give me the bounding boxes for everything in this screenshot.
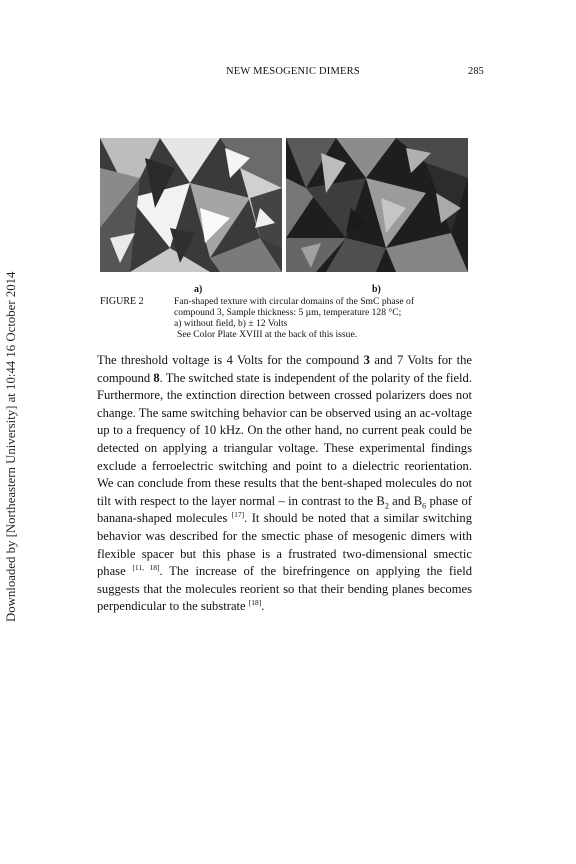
- subscript: 2: [384, 501, 389, 511]
- body-paragraph: [97, 352, 472, 616]
- compound-ref: 8: [153, 370, 160, 385]
- body-text-segment: .: [261, 599, 265, 614]
- caption-line: compound 3, Sample thickness: 5 µm, temperature 128 °C;: [174, 307, 402, 318]
- figure-caption: [174, 296, 474, 340]
- panel-b-label: b): [372, 284, 381, 295]
- body-text-segment: The threshold voltage is 4 Volts for the compound: [97, 353, 364, 367]
- body-text-segment: . The increase of the birefringence on applying the field suggests that the molecules reorient so that their bending planes becomes perpendicular to the substrate: [97, 564, 473, 614]
- compound-ref: 3: [363, 353, 370, 367]
- citation: [17]: [231, 510, 245, 520]
- citation: [11, 18]: [132, 562, 160, 572]
- body-text-segment: and B: [388, 493, 423, 508]
- micrograph-panel-a: [100, 138, 282, 272]
- body-text-segment: . The switched state is independent of the polarity of the field. Furthermore, the extinction direction between crossed polarizers does not change. The same switching behavior can be observed using an ac-voltage up to a frequency of 10 kHz. On the other hand, no current peak could be detected on applying a triangular voltage. These experimental findings exclude a ferroelectric switching and point to a dielectric reorientation. We can conclude from these results that the bent-shaped molecules do not tilt with respect to the layer normal – in contrast to the B: [97, 370, 472, 508]
- body-text-segment: phase of banana-shaped molecules: [97, 493, 472, 526]
- fan-texture-image-b: [286, 138, 468, 272]
- caption-line: Fan-shaped texture with circular domains of the SmC phase of: [174, 296, 415, 307]
- micrograph-panel-b: [286, 138, 468, 272]
- caption-line: See Color Plate XVIII at the back of this issue.: [177, 329, 358, 340]
- figure-label: FIGURE 2: [100, 296, 144, 307]
- subscript: 6: [422, 501, 427, 511]
- fan-texture-image-a: [100, 138, 282, 272]
- page-number: 285: [468, 66, 484, 77]
- body-text-segment: and 7 Volts for the compound: [97, 353, 473, 385]
- caption-line: a) without field, b) ± 12 Volts: [174, 318, 288, 329]
- running-header: NEW MESOGENIC DIMERS: [226, 66, 360, 77]
- citation: [18]: [248, 598, 262, 608]
- body-text-segment: . It should be noted that a similar switching behavior was described for the smectic phase of mesogenic dimers with flexible spacer but this phase is a frustrated two-dimensional smectic phase: [97, 511, 472, 579]
- panel-a-label: a): [194, 284, 203, 295]
- download-watermark: Downloaded by [Northeastern University] at 10:44 16 October 2014: [4, 271, 18, 622]
